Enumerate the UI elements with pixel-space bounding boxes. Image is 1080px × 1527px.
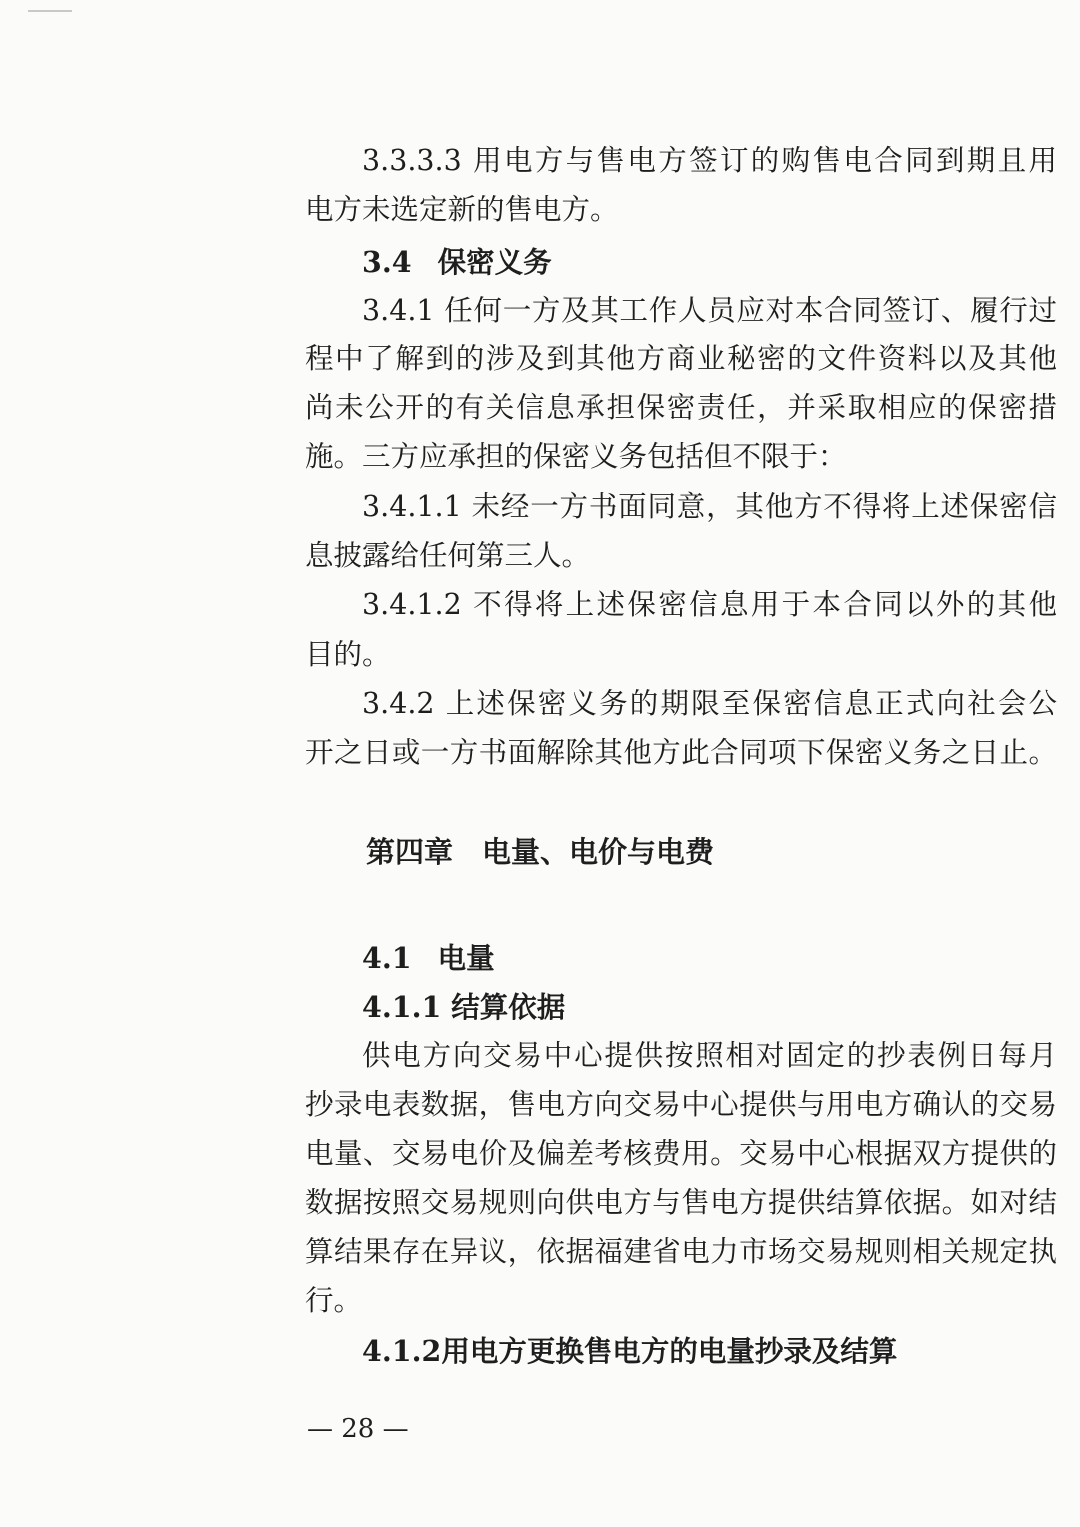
para-4-1-1-line-2: 抄录电表数据，售电方向交易中心提供与用电方确认的交易 [305,1088,1057,1121]
heading-4-1-number: 4.1 [362,941,412,975]
para-3-4-1-line-4: 施。三方应承担的保密义务包括但不限于： [305,440,847,473]
para-3-4-2-line-2: 开之日或一方书面解除其他方此合同项下保密义务之日止。 [305,736,1057,769]
para-4-1-1-line-3: 电量、交易电价及偏差考核费用。交易中心根据双方提供的 [305,1137,1057,1170]
heading-3-4-number: 3.4 [362,245,412,279]
para-3-4-1-2-line-2: 目的。 [305,638,391,671]
heading-4-1-title: 电量 [437,941,495,975]
para-4-1-1-line-6: 行。 [305,1284,363,1317]
para-3-4-1-2-line-1: 3.4.1.2 不得将上述保密信息用于本合同以外的其他 [362,588,1057,621]
para-3-4-1-1-line-1: 3.4.1.1 未经一方书面同意，其他方不得将上述保密信 [362,490,1057,523]
para-3-3-3-3-line-2: 电方未选定新的售电方。 [305,193,619,226]
scan-artifact [28,10,72,12]
chapter-title: 第四章 电量、电价与电费 [365,835,714,869]
heading-4-1-1: 4.1.1 结算依据 [362,990,566,1024]
para-4-1-1-line-5: 算结果存在异议，依据福建省电力市场交易规则相关规定执 [305,1235,1057,1268]
para-3-4-2-line-1: 3.4.2 上述保密义务的期限至保密信息正式向社会公 [362,687,1057,720]
heading-4-1-2: 4.1.2用电方更换售电方的电量抄录及结算 [362,1334,898,1368]
page-number: — 28 — [307,1414,409,1444]
para-3-4-1-1-line-2: 息披露给任何第三人。 [305,539,591,572]
para-3-4-1-line-1: 3.4.1 任何一方及其工作人员应对本合同签订、履行过 [362,294,1057,327]
heading-4-1 [362,934,495,982]
para-4-1-1-line-1: 供电方向交易中心提供按照相对固定的抄表例日每月 [362,1039,1057,1072]
para-3-3-3-3-line-1: 3.3.3.3 用电方与售电方签订的购售电合同到期且用 [362,144,1057,177]
para-3-4-1-line-3: 尚未公开的有关信息承担保密责任，并采取相应的保密措 [305,391,1057,424]
heading-3-4 [362,238,552,286]
para-3-4-1-line-2: 程中了解到的涉及到其他方商业秘密的文件资料以及其他 [305,342,1057,375]
para-4-1-1-line-4: 数据按照交易规则向供电方与售电方提供结算依据。如对结 [305,1186,1057,1219]
heading-3-4-title: 保密义务 [437,245,552,279]
